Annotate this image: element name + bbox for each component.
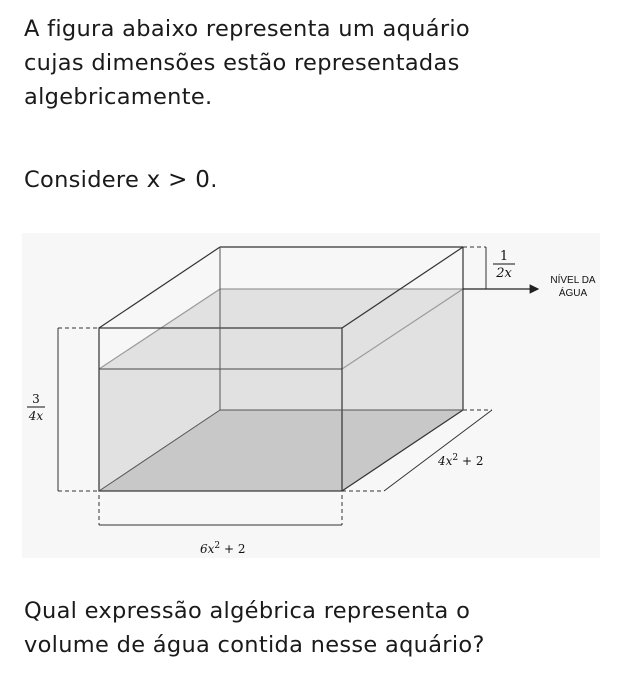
aquarium-figure bbox=[22, 233, 600, 558]
intro-paragraph bbox=[24, 12, 604, 114]
water-level-label-line-2: ÁGUA bbox=[558, 288, 588, 299]
question-line-1: Qual expressão algébrica representa o bbox=[24, 598, 471, 624]
top-gap-denominator: 2x bbox=[496, 266, 512, 281]
top-gap-numerator: 1 bbox=[499, 249, 509, 264]
intro-line-2: cujas dimensões estão representadas bbox=[24, 50, 460, 76]
width-rest: + 2 bbox=[220, 542, 246, 556]
svg-text:4x2 + 2 bbox=[437, 453, 483, 468]
height-denominator: 4x bbox=[28, 409, 44, 423]
question-line-2: volume de água contida nesse aquário? bbox=[24, 632, 485, 658]
depth-base: 4x bbox=[438, 454, 453, 468]
water-level-label-line-1: NÍVEL DA bbox=[550, 275, 596, 286]
depth-rest: + 2 bbox=[458, 454, 484, 468]
condition-prefix: Considere bbox=[24, 167, 147, 193]
condition-expression: x > 0 bbox=[146, 167, 211, 193]
question-paragraph bbox=[24, 594, 609, 662]
svg-text:6x2 + 2 bbox=[200, 541, 245, 556]
width-exponent: 2 bbox=[214, 541, 221, 551]
condition-paragraph bbox=[24, 163, 218, 197]
depth-exponent: 2 bbox=[452, 453, 459, 463]
intro-line-3: algebricamente. bbox=[24, 84, 213, 110]
depth-label bbox=[437, 453, 483, 468]
width-base: 6x bbox=[200, 542, 215, 556]
width-label bbox=[200, 541, 245, 556]
intro-line-1: A figura abaixo representa um aquário bbox=[24, 16, 470, 42]
condition-suffix: . bbox=[210, 167, 218, 193]
height-numerator: 3 bbox=[32, 392, 40, 406]
